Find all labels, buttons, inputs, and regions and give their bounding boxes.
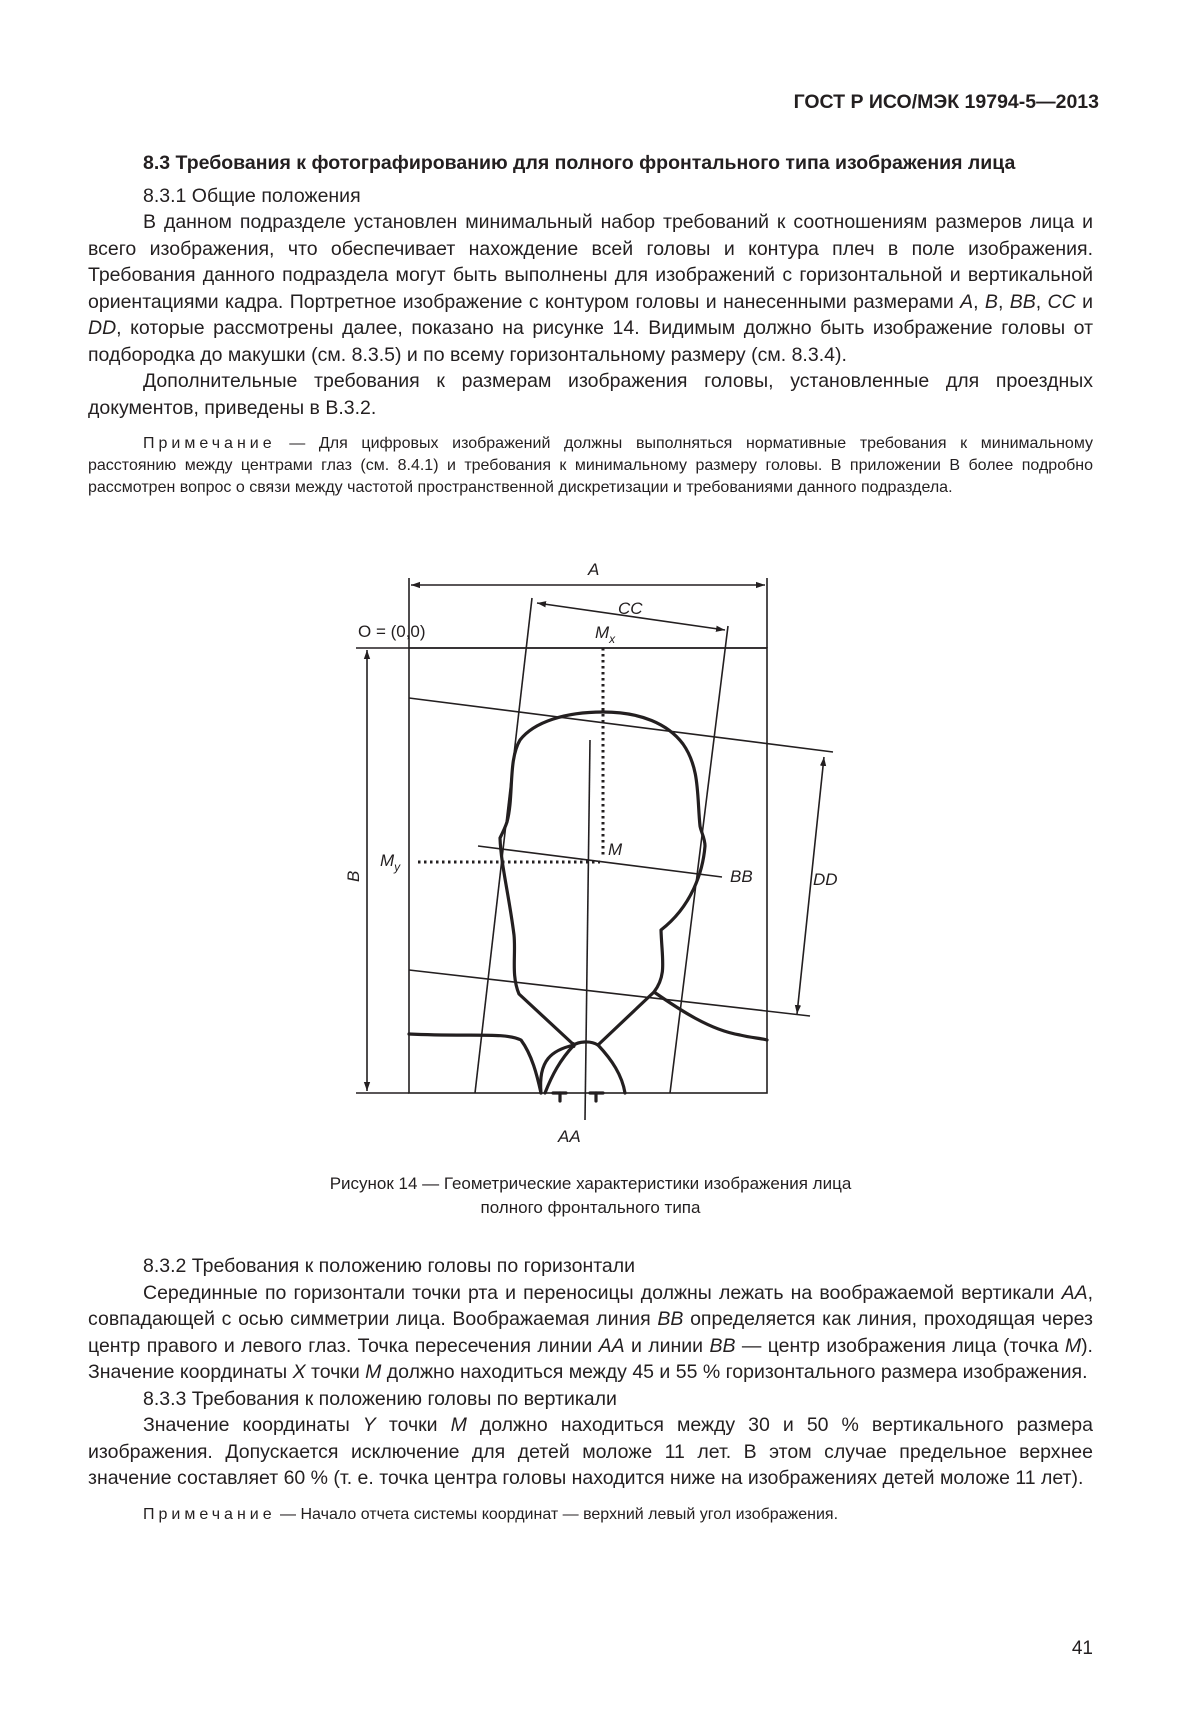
- text-run: Серединные по горизонтали точки рта и переносицы должны лежать на воображаемой вертикали: [143, 1281, 1062, 1304]
- document-header-id: ГОСТ Р ИСО/МЭК 19794-5—2013: [793, 91, 1099, 113]
- paragraph-8-3-3: [88, 1412, 1093, 1492]
- note-2: [88, 1504, 1093, 1526]
- text-run: ,: [973, 290, 985, 313]
- figure-caption: [0, 1172, 1181, 1220]
- label-origin: O = (0,0): [358, 622, 426, 641]
- label-mx-main: M: [595, 623, 610, 642]
- note-label: Примечание: [143, 435, 276, 452]
- text-run: определяется как линия, проходящая через центр правого и левого глаз. Точка пересечения линии: [88, 1308, 1093, 1357]
- label-dd: DD: [813, 870, 838, 889]
- paragraph-8-3-2: [88, 1280, 1093, 1386]
- aa-left-boundary-line: [475, 598, 532, 1093]
- text-run: , совпадающей с осью симметрии лица. Воображаемая линия: [88, 1281, 1093, 1330]
- aa-right-boundary-line: [670, 626, 728, 1093]
- coord-x-ref: X: [292, 1361, 306, 1383]
- line-aa-ref: AA: [598, 1334, 625, 1357]
- page-number: 41: [1071, 1638, 1093, 1659]
- subsection-title-8-3-3: 8.3.3 Требования к положению головы по вертикали: [143, 1387, 617, 1410]
- label-b: B: [344, 870, 363, 882]
- text-run: и: [1075, 290, 1093, 313]
- subsection-title-8-3-1: 8.3.1 Общие положения: [143, 184, 361, 207]
- note-label: Примечание: [143, 1505, 276, 1523]
- dim-cc-ref: CC: [1047, 290, 1076, 313]
- label-my-main: M: [380, 851, 395, 870]
- note-text: — Для цифровых изображений должны выполняться нормативные требования к минимальному расстоянию между центрами глаз (см. 8.4.1) и требования к минимальному размеру головы. В приложении В более подробно рассмотрен вопрос о связи между частотой пространственной дискретизации и требованиями данного подраздела.: [88, 435, 1093, 496]
- dim-a-ref: A: [960, 290, 974, 313]
- text-run: ). Значение координаты: [88, 1334, 1093, 1383]
- text-run: точки: [305, 1361, 366, 1383]
- text-run: В данном подразделе установлен минимальный набор требований к соотношениям размеров лица и всего изображения, что обеспечивает нахождение всей головы и контура плеч в поле изображения. Требования данного подраздела могут быть выполнены для изображений с горизонтальной и вертикальной ориентациями кадра. Портретное изображение с контуром головы и нанесенными размерами: [88, 211, 1093, 313]
- dd-top-line: [409, 698, 833, 752]
- label-cc: CC: [618, 599, 643, 618]
- figure-caption-line-2: полного фронтального типа: [480, 1198, 701, 1217]
- line-bb-ref: BB: [657, 1308, 684, 1330]
- aa-axis-line: [585, 740, 590, 1120]
- section-title: 8.3 Требования к фотографированию для полного фронтального типа изображения лица: [143, 152, 1016, 174]
- label-aa: AA: [558, 1127, 581, 1146]
- coord-y-ref: Y: [362, 1414, 376, 1436]
- text-run: и линии: [624, 1334, 710, 1357]
- subsection-title-8-3-2: 8.3.2 Требования к положению головы по горизонтали: [143, 1255, 636, 1277]
- dd-bottom-line: [409, 970, 810, 1016]
- point-m-ref: M: [365, 1361, 382, 1383]
- text-run: точки: [375, 1414, 451, 1436]
- text-block-bottom: [88, 1253, 1093, 1526]
- text-run: ,: [1035, 290, 1048, 313]
- label-m: M: [608, 840, 623, 859]
- text-run: Значение координаты: [143, 1414, 363, 1436]
- label-my: [380, 851, 401, 874]
- point-m-ref: M: [1064, 1334, 1082, 1357]
- text-run: , которые рассмотрены далее, показано на рисунке 14. Видимым должно быть изображение головы от подбородка до макушки (см. 8.3.5) и по всему горизонтальному размеру (см. 8.3.4).: [88, 317, 1093, 366]
- dim-b-ref: B: [984, 290, 998, 313]
- paragraph-8-3-1-2: Дополнительные требования к размерам изображения головы, установленные для проездных документов, приведены в В.3.2.: [88, 370, 1093, 419]
- label-my-sub: y: [394, 860, 401, 874]
- point-m-ref: M: [450, 1414, 467, 1436]
- label-mx-sub: x: [609, 632, 616, 646]
- text-run: ,: [997, 290, 1010, 313]
- dim-bb-ref: BB: [1009, 290, 1036, 313]
- note-text: — Начало отчета системы координат — верхний левый угол изображения.: [275, 1505, 839, 1523]
- line-aa-ref: AA: [1061, 1281, 1088, 1304]
- text-run: должно находиться между 30 и 50 % вертикального размера изображения. Допускается исключение для детей моложе 11 лет. В этом случае предельное верхнее значение составляет 60 % (т. е. точка центра головы находится ниже на изображениях детей моложе 11 лет).: [88, 1414, 1093, 1489]
- label-bb: BB: [730, 867, 753, 886]
- dim-dd-ref: DD: [88, 317, 117, 339]
- label-mx: [595, 623, 616, 646]
- line-bb-ref: BB: [709, 1334, 736, 1357]
- text-run: должно находиться между 45 и 55 % горизонтального размера изображения.: [381, 1361, 1088, 1383]
- text-run: — центр изображения лица (точка: [735, 1334, 1065, 1357]
- figure-caption-line-1: Рисунок 14 — Геометрические характеристики изображения лица: [329, 1174, 852, 1193]
- label-a: A: [588, 560, 600, 579]
